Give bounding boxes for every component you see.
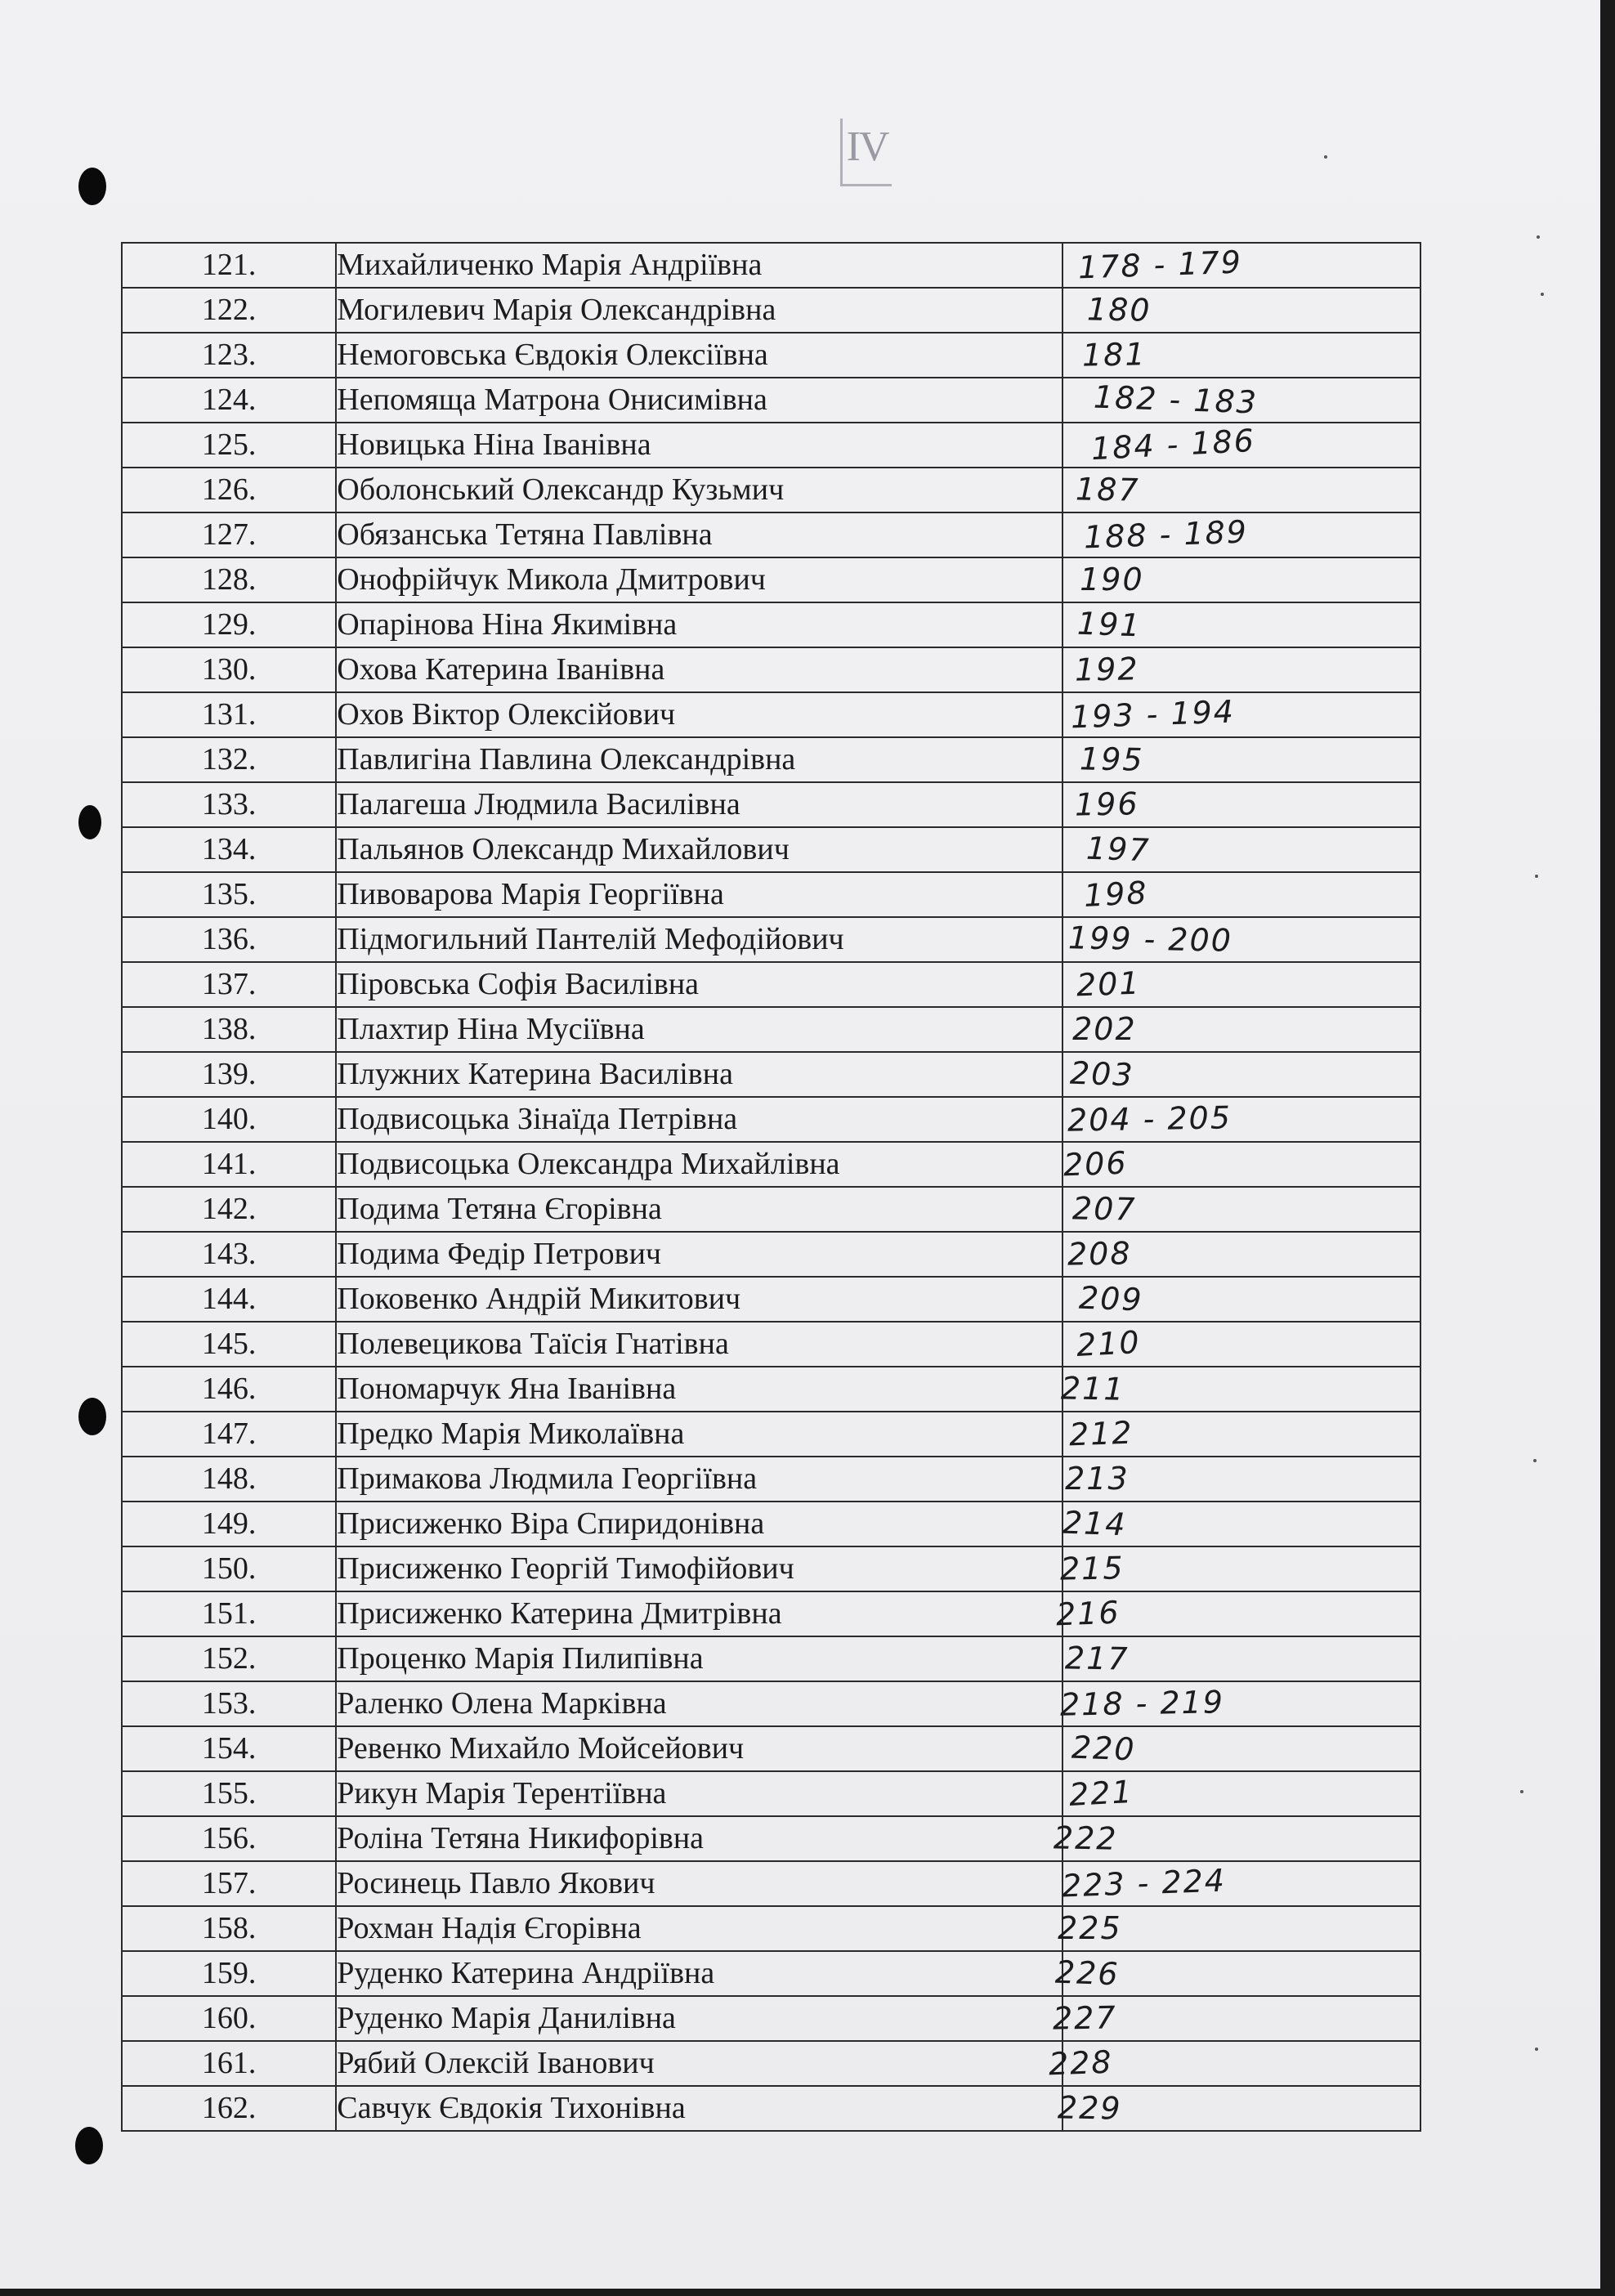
page-reference (1062, 1412, 1420, 1457)
page-reference (1062, 243, 1420, 288)
paper-speck (1520, 1790, 1523, 1793)
person-name: Присиженко Георгій Тимофійович (336, 1546, 1062, 1591)
page-reference (1062, 1636, 1420, 1681)
person-name: Подвисоцька Зінаїда Петрівна (336, 1097, 1062, 1142)
page-reference (1062, 1367, 1420, 1412)
page-reference (1062, 378, 1420, 423)
row-number: 156. (122, 1816, 336, 1861)
handwritten-pages: 187 (1075, 471, 1141, 508)
folio-mark: IV (840, 119, 892, 186)
person-name: Руденко Катерина Андріївна (336, 1951, 1062, 1996)
table-row (122, 423, 1420, 468)
person-name: Раленко Олена Марківна (336, 1681, 1062, 1726)
page-reference (1062, 692, 1420, 737)
person-name: Підмогильний Пантелій Мефодійович (336, 917, 1062, 962)
table-row (122, 1412, 1420, 1457)
row-number: 143. (122, 1232, 336, 1277)
table-row (122, 872, 1420, 917)
page-reference (1057, 2086, 1420, 2131)
page-reference (1062, 288, 1420, 333)
row-number: 149. (122, 1502, 336, 1546)
page-reference (1062, 1187, 1420, 1232)
person-name: Рикун Марія Терентіївна (336, 1771, 1062, 1816)
handwritten-pages: 221 (1068, 1773, 1134, 1814)
person-name: Онофрійчук Микола Дмитрович (336, 557, 1062, 602)
row-number: 138. (122, 1007, 336, 1052)
person-name: Пальянов Олександр Михайлович (336, 827, 1062, 872)
table-row (122, 692, 1420, 737)
row-number: 159. (122, 1951, 336, 1996)
table-row (122, 288, 1420, 333)
row-number: 131. (122, 692, 336, 737)
person-name: Поковенко Андрій Микитович (336, 1277, 1062, 1322)
page-reference (1062, 423, 1420, 468)
page-reference (1062, 962, 1420, 1007)
row-number: 162. (122, 2086, 336, 2131)
row-number: 145. (122, 1322, 336, 1367)
handwritten-pages: 193 - 194 (1070, 693, 1236, 736)
row-number: 135. (122, 872, 336, 917)
table-row (122, 1232, 1420, 1277)
person-name: Михайличенко Марія Андріївна (336, 243, 1062, 288)
table-row (122, 917, 1420, 962)
handwritten-pages: 220 (1071, 1729, 1137, 1768)
row-number: 142. (122, 1187, 336, 1232)
table-row (122, 512, 1420, 557)
page-reference (1062, 512, 1420, 557)
handwritten-pages: 213 (1065, 1461, 1130, 1497)
row-number: 126. (122, 468, 336, 512)
row-number: 136. (122, 917, 336, 962)
table-row (122, 1502, 1420, 1546)
row-number: 158. (122, 1906, 336, 1951)
page-reference (1062, 602, 1420, 647)
row-number: 147. (122, 1412, 336, 1457)
handwritten-pages: 207 (1071, 1190, 1138, 1228)
row-number: 155. (122, 1771, 336, 1816)
page-reference (1053, 1816, 1420, 1861)
page-reference (1062, 737, 1420, 782)
handwritten-pages: 184 - 186 (1090, 422, 1257, 468)
table-row (122, 1591, 1420, 1636)
handwritten-pages: 208 (1067, 1235, 1133, 1273)
table-row (122, 1457, 1420, 1502)
table-row (122, 1906, 1420, 1951)
page-reference (1062, 647, 1420, 692)
page-reference (1062, 468, 1420, 512)
table-row (122, 1187, 1420, 1232)
handwritten-pages: 214 (1062, 1504, 1128, 1543)
row-number: 137. (122, 962, 336, 1007)
handwritten-pages: 210 (1076, 1323, 1142, 1364)
page-reference (1062, 872, 1420, 917)
handwritten-pages: 195 (1079, 741, 1145, 778)
punch-hole (78, 1398, 106, 1435)
person-name: Ревенко Михайло Мойсейович (336, 1726, 1062, 1771)
table-row (122, 557, 1420, 602)
table-row (122, 827, 1420, 872)
person-name: Охов Віктор Олексійович (336, 692, 1062, 737)
row-number: 144. (122, 1277, 336, 1322)
person-name: Немоговська Євдокія Олексіївна (336, 333, 1062, 378)
row-number: 139. (122, 1052, 336, 1097)
row-number: 140. (122, 1097, 336, 1142)
person-name: Опарінова Ніна Якимівна (336, 602, 1062, 647)
row-number: 148. (122, 1457, 336, 1502)
table-row (122, 1771, 1420, 1816)
page-reference (1062, 1097, 1420, 1142)
handwritten-pages: 188 - 189 (1083, 513, 1249, 556)
table-row (122, 1097, 1420, 1142)
person-name: Обязанська Тетяна Павлівна (336, 512, 1062, 557)
table-row (122, 1726, 1420, 1771)
person-name: Присиженко Віра Спиридонівна (336, 1502, 1062, 1546)
handwritten-pages: 203 (1069, 1054, 1135, 1094)
table-row (122, 782, 1420, 827)
row-number: 125. (122, 423, 336, 468)
handwritten-pages: 209 (1078, 1279, 1144, 1318)
person-name: Оболонський Олександр Кузьмич (336, 468, 1062, 512)
table-row (122, 333, 1420, 378)
handwritten-pages: 225 (1058, 1910, 1122, 1946)
row-number: 133. (122, 782, 336, 827)
page-reference (1052, 1996, 1420, 2041)
table-row (122, 2086, 1420, 2131)
person-name: Присиженко Катерина Дмитрівна (336, 1591, 1062, 1636)
page-reference (1062, 917, 1420, 962)
person-name: Подима Федір Петрович (336, 1232, 1062, 1277)
table-row (122, 2041, 1420, 2086)
page-reference (1062, 1007, 1420, 1052)
table-row (122, 1546, 1420, 1591)
person-name: Роліна Тетяна Никифорівна (336, 1816, 1062, 1861)
table-row (122, 1951, 1420, 1996)
handwritten-pages: 197 (1085, 830, 1152, 869)
row-number: 154. (122, 1726, 336, 1771)
paper-speck (1535, 2048, 1538, 2051)
table-row (122, 1861, 1420, 1906)
page-reference (1062, 1771, 1420, 1816)
person-name: Піровська Софія Василівна (336, 962, 1062, 1007)
handwritten-pages: 215 (1059, 1550, 1125, 1587)
row-number: 122. (122, 288, 336, 333)
table-row (122, 1322, 1420, 1367)
handwritten-pages: 202 (1072, 1011, 1137, 1047)
table-row (122, 1142, 1420, 1187)
paper-speck (1324, 155, 1327, 159)
handwritten-pages: 212 (1068, 1414, 1134, 1453)
person-name: Плахтир Ніна Мусіївна (336, 1007, 1062, 1052)
person-name: Новицька Ніна Іванівна (336, 423, 1062, 468)
row-number: 150. (122, 1546, 336, 1591)
person-name: Савчук Євдокія Тихонівна (336, 2086, 1062, 2131)
paper-speck (1535, 875, 1538, 878)
row-number: 121. (122, 243, 336, 288)
person-name: Росинець Павло Якович (336, 1861, 1062, 1906)
handwritten-pages: 196 (1074, 785, 1140, 823)
person-name: Рохман Надія Єгорівна (336, 1906, 1062, 1951)
table-row (122, 1681, 1420, 1726)
page-reference (1062, 1726, 1420, 1771)
page-reference (1062, 333, 1420, 378)
handwritten-pages: 216 (1055, 1594, 1121, 1633)
paper-speck (1533, 1459, 1537, 1462)
person-name: Подвисоцька Олександра Михайлівна (336, 1142, 1062, 1187)
page-reference (1062, 557, 1420, 602)
table-row (122, 1367, 1420, 1412)
table-row (122, 1052, 1420, 1097)
handwritten-pages: 211 (1060, 1370, 1126, 1408)
handwritten-pages: 178 - 179 (1077, 244, 1243, 286)
person-name: Пивоварова Марія Георгіївна (336, 872, 1062, 917)
page-reference (1048, 2041, 1420, 2086)
row-number: 129. (122, 602, 336, 647)
person-name: Палагеша Людмила Василівна (336, 782, 1062, 827)
register-body (122, 243, 1420, 2131)
page-reference (1054, 1951, 1420, 1996)
person-name: Примакова Людмила Георгіївна (336, 1457, 1062, 1502)
table-row (122, 468, 1420, 512)
table-row (122, 602, 1420, 647)
handwritten-pages: 181 (1081, 336, 1148, 374)
row-number: 127. (122, 512, 336, 557)
handwritten-pages: 199 - 200 (1067, 920, 1233, 959)
table-row (122, 647, 1420, 692)
handwritten-pages: 217 (1064, 1640, 1130, 1677)
table-row (122, 1996, 1420, 2041)
page-reference (1059, 1681, 1420, 1726)
handwritten-pages: 192 (1074, 651, 1140, 688)
page-reference (1062, 1277, 1420, 1322)
table-row (122, 1636, 1420, 1681)
person-name: Подима Тетяна Єгорівна (336, 1187, 1062, 1232)
page-reference (1062, 1861, 1420, 1906)
table-row (122, 1277, 1420, 1322)
handwritten-pages: 198 (1083, 874, 1149, 915)
handwritten-pages: 218 - 219 (1059, 1684, 1225, 1723)
table-row (122, 1007, 1420, 1052)
handwritten-pages: 229 (1057, 2089, 1123, 2127)
handwritten-pages: 228 (1048, 2043, 1114, 2083)
person-name: Непомяща Матрона Онисимівна (336, 378, 1062, 423)
page-reference (1062, 782, 1420, 827)
row-number: 157. (122, 1861, 336, 1906)
page-reference (1062, 1142, 1420, 1187)
paper-speck (1541, 293, 1544, 296)
row-number: 130. (122, 647, 336, 692)
register-table (121, 242, 1421, 2132)
row-number: 134. (122, 827, 336, 872)
handwritten-pages: 206 (1062, 1144, 1129, 1184)
person-name: Рябий Олексій Іванович (336, 2041, 1062, 2086)
page-reference (1062, 827, 1420, 872)
row-number: 141. (122, 1142, 336, 1187)
row-number: 124. (122, 378, 336, 423)
row-number: 153. (122, 1681, 336, 1726)
punch-hole (78, 805, 101, 839)
page-reference (1058, 1906, 1420, 1951)
handwritten-pages: 222 (1053, 1819, 1119, 1857)
handwritten-pages: 191 (1076, 605, 1143, 644)
row-number: 123. (122, 333, 336, 378)
row-number: 161. (122, 2041, 336, 2086)
person-name: Полевецикова Таїсія Гнатівна (336, 1322, 1062, 1367)
punch-hole (78, 168, 106, 205)
row-number: 128. (122, 557, 336, 602)
table-row (122, 737, 1420, 782)
person-name: Могилевич Марія Олександрівна (336, 288, 1062, 333)
person-name: Охова Катерина Іванівна (336, 647, 1062, 692)
punch-hole (75, 2127, 103, 2164)
handwritten-pages: 204 - 205 (1067, 1099, 1232, 1139)
handwritten-pages: 201 (1076, 964, 1142, 1004)
page-reference (1062, 1502, 1420, 1546)
table-row (122, 243, 1420, 288)
handwritten-pages: 182 - 183 (1093, 378, 1259, 421)
row-number: 151. (122, 1591, 336, 1636)
paper-speck (1537, 235, 1540, 239)
handwritten-pages: 223 - 224 (1061, 1862, 1227, 1904)
handwritten-pages: 226 (1054, 1954, 1121, 1993)
row-number: 152. (122, 1636, 336, 1681)
table-row (122, 378, 1420, 423)
page-reference (1062, 1322, 1420, 1367)
row-number: 160. (122, 1996, 336, 2041)
table-row (122, 962, 1420, 1007)
person-name: Проценко Марія Пилипівна (336, 1636, 1062, 1681)
row-number: 132. (122, 737, 336, 782)
person-name: Павлигіна Павлина Олександрівна (336, 737, 1062, 782)
page-reference (1055, 1591, 1420, 1636)
person-name: Предко Марія Миколаївна (336, 1412, 1062, 1457)
table-row (122, 1816, 1420, 1861)
row-number: 146. (122, 1367, 336, 1412)
person-name: Руденко Марія Данилівна (336, 1996, 1062, 2041)
person-name: Плужних Катерина Василівна (336, 1052, 1062, 1097)
handwritten-pages: 190 (1080, 562, 1144, 597)
page-reference (1062, 1232, 1420, 1277)
page-reference (1059, 1546, 1420, 1591)
handwritten-pages: 227 (1052, 1999, 1118, 2037)
handwritten-pages: 180 (1086, 291, 1152, 329)
person-name: Пономарчук Яна Іванівна (336, 1367, 1062, 1412)
page-reference (1062, 1052, 1420, 1097)
page-reference (1062, 1457, 1420, 1502)
